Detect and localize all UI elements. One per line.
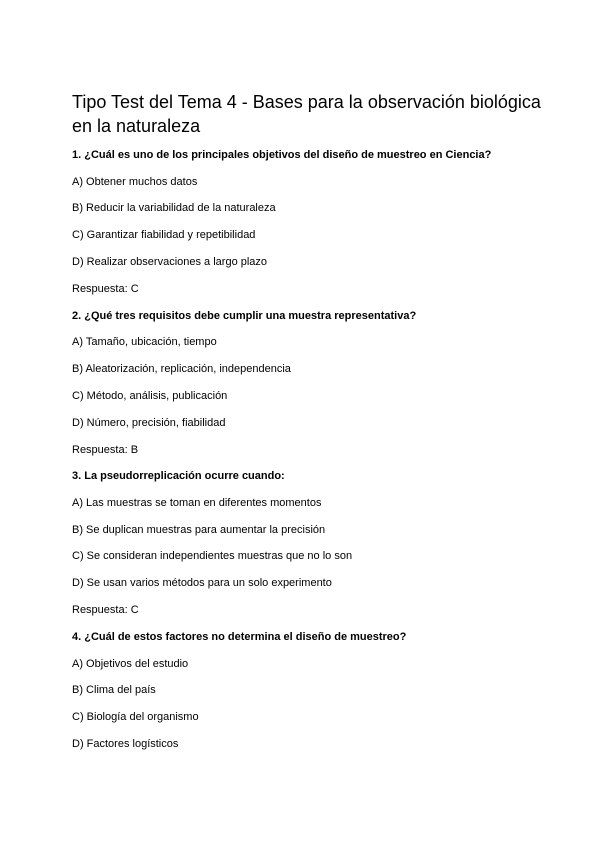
question-3-option-d: D) Se usan varios métodos para un solo experimento: [72, 577, 332, 589]
question-4-option-c: C) Biología del organismo: [72, 711, 199, 723]
document-title: Tipo Test del Tema 4 - Bases para la observación biológica en la naturaleza: [72, 92, 541, 136]
question-3: 3. La pseudorreplicación ocurre cuando:: [72, 470, 285, 482]
question-3-option-b: B) Se duplican muestras para aumentar la precisión: [72, 524, 326, 536]
question-2-answer: Respuesta: B: [72, 444, 139, 456]
question-1-option-c: C) Garantizar fiabilidad y repetibilidad: [72, 229, 256, 241]
question-3-answer: Respuesta: C: [72, 604, 139, 616]
question-4: 4. ¿Cuál de estos factores no determina el diseño de muestreo?: [72, 631, 407, 643]
question-2-option-c: C) Método, análisis, publicación: [72, 390, 228, 402]
question-4-option-d: D) Factores logísticos: [72, 738, 179, 750]
question-1-option-d: D) Realizar observaciones a largo plazo: [72, 256, 268, 268]
question-1-option-b: B) Reducir la variabilidad de la naturaleza: [72, 202, 276, 214]
question-2: 2. ¿Qué tres requisitos debe cumplir una muestra representativa?: [72, 310, 417, 322]
question-2-option-d: D) Número, precisión, fiabilidad: [72, 417, 226, 429]
question-2-option-a: A) Tamaño, ubicación, tiempo: [72, 336, 217, 348]
question-3-option-a: A) Las muestras se toman en diferentes momentos: [72, 497, 322, 509]
question-1-answer: Respuesta: C: [72, 283, 139, 295]
question-1-option-a: A) Obtener muchos datos: [72, 176, 198, 188]
question-3-option-c: C) Se consideran independientes muestras que no lo son: [72, 550, 353, 562]
question-4-option-a: A) Objetivos del estudio: [72, 658, 189, 670]
question-4-option-b: B) Clima del país: [72, 684, 156, 696]
question-1: 1. ¿Cuál es uno de los principales objetivos del diseño de muestreo en Ciencia?: [72, 149, 492, 161]
question-2-option-b: B) Aleatorización, replicación, independencia: [72, 363, 291, 375]
